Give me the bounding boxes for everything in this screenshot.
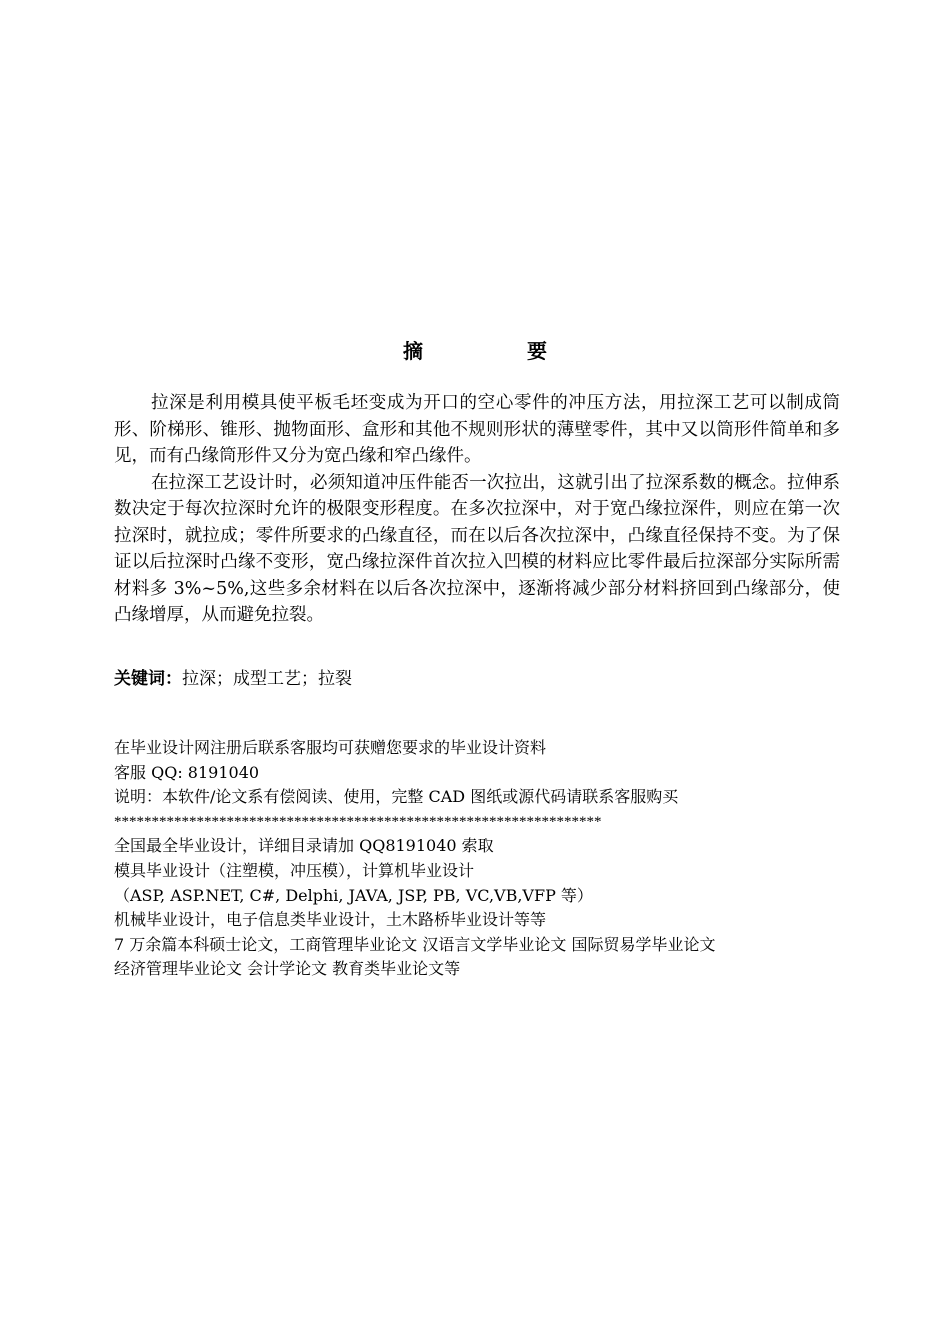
advert-line: 经济管理毕业论文 会计学论文 教育类毕业论文等 xyxy=(114,959,461,979)
keywords-value: 拉深；成型工艺；拉裂 xyxy=(182,669,352,689)
advert-line: （ASP, ASP.NET, C#, Delphi, JAVA, JSP, PB, VC,VB,VFP 等） xyxy=(114,885,593,905)
advert-line: 在毕业设计网注册后联系客服均可获赠您要求的毕业设计资料 xyxy=(114,738,547,757)
advert-line: 7 万余篇本科硕士论文，工商管理毕业论文 汉语言文学毕业论文 国际贸易学毕业论文 xyxy=(114,934,716,954)
advert-line: 模具毕业设计（注塑模，冲压模），计算机毕业设计 xyxy=(114,860,475,880)
advert-line: 客服 QQ: 8191040 xyxy=(114,762,260,782)
keywords-line xyxy=(114,666,352,692)
advert-separator: ***************************************************************** xyxy=(114,813,602,830)
advert-line: 说明：本软件/论文系有偿阅读、使用，完整 CAD 图纸或源代码请联系客服购买 xyxy=(114,787,679,807)
advert-block xyxy=(114,736,854,982)
keywords-label: 关键词： xyxy=(114,669,182,689)
abstract-body xyxy=(114,390,840,629)
advert-line: 机械毕业设计，电子信息类毕业设计，土木路桥毕业设计等等 xyxy=(114,910,547,930)
abstract-paragraph: 拉深是利用模具使平板毛坯变成为开口的空心零件的冲压方法，用拉深工艺可以制成筒形、阶梯形、锥形、抛物面形、盒形和其他不规则形状的薄壁零件，其中又以筒形件简单和多见，而有凸缘筒形件又分为宽凸缘和窄凸缘件。 xyxy=(114,393,840,466)
abstract-title: 摘 要 xyxy=(403,339,589,363)
abstract-paragraph: 在拉深工艺设计时，必须知道冲压件能否一次拉出，这就引出了拉深系数的概念。拉伸系数决定于每次拉深时允许的极限变形程度。在多次拉深中，对于宽凸缘拉深件，则应在第一次拉深时，就拉成；零件所要求的凸缘直径，而在以后各次拉深中，凸缘直径保持不变。为了保证以后拉深时凸缘不变形，宽凸缘拉深件首次拉入凹模的材料应比零件最后拉深部分实际所需材料多 3%~5%,这些多余材料在以后各次拉深中，逐渐将减少部分材料挤回到凸缘部分，使凸缘增厚，从而避免拉裂。 xyxy=(114,472,840,625)
advert-line: 全国最全毕业设计，详细目录请加 QQ8191040 索取 xyxy=(114,836,494,856)
